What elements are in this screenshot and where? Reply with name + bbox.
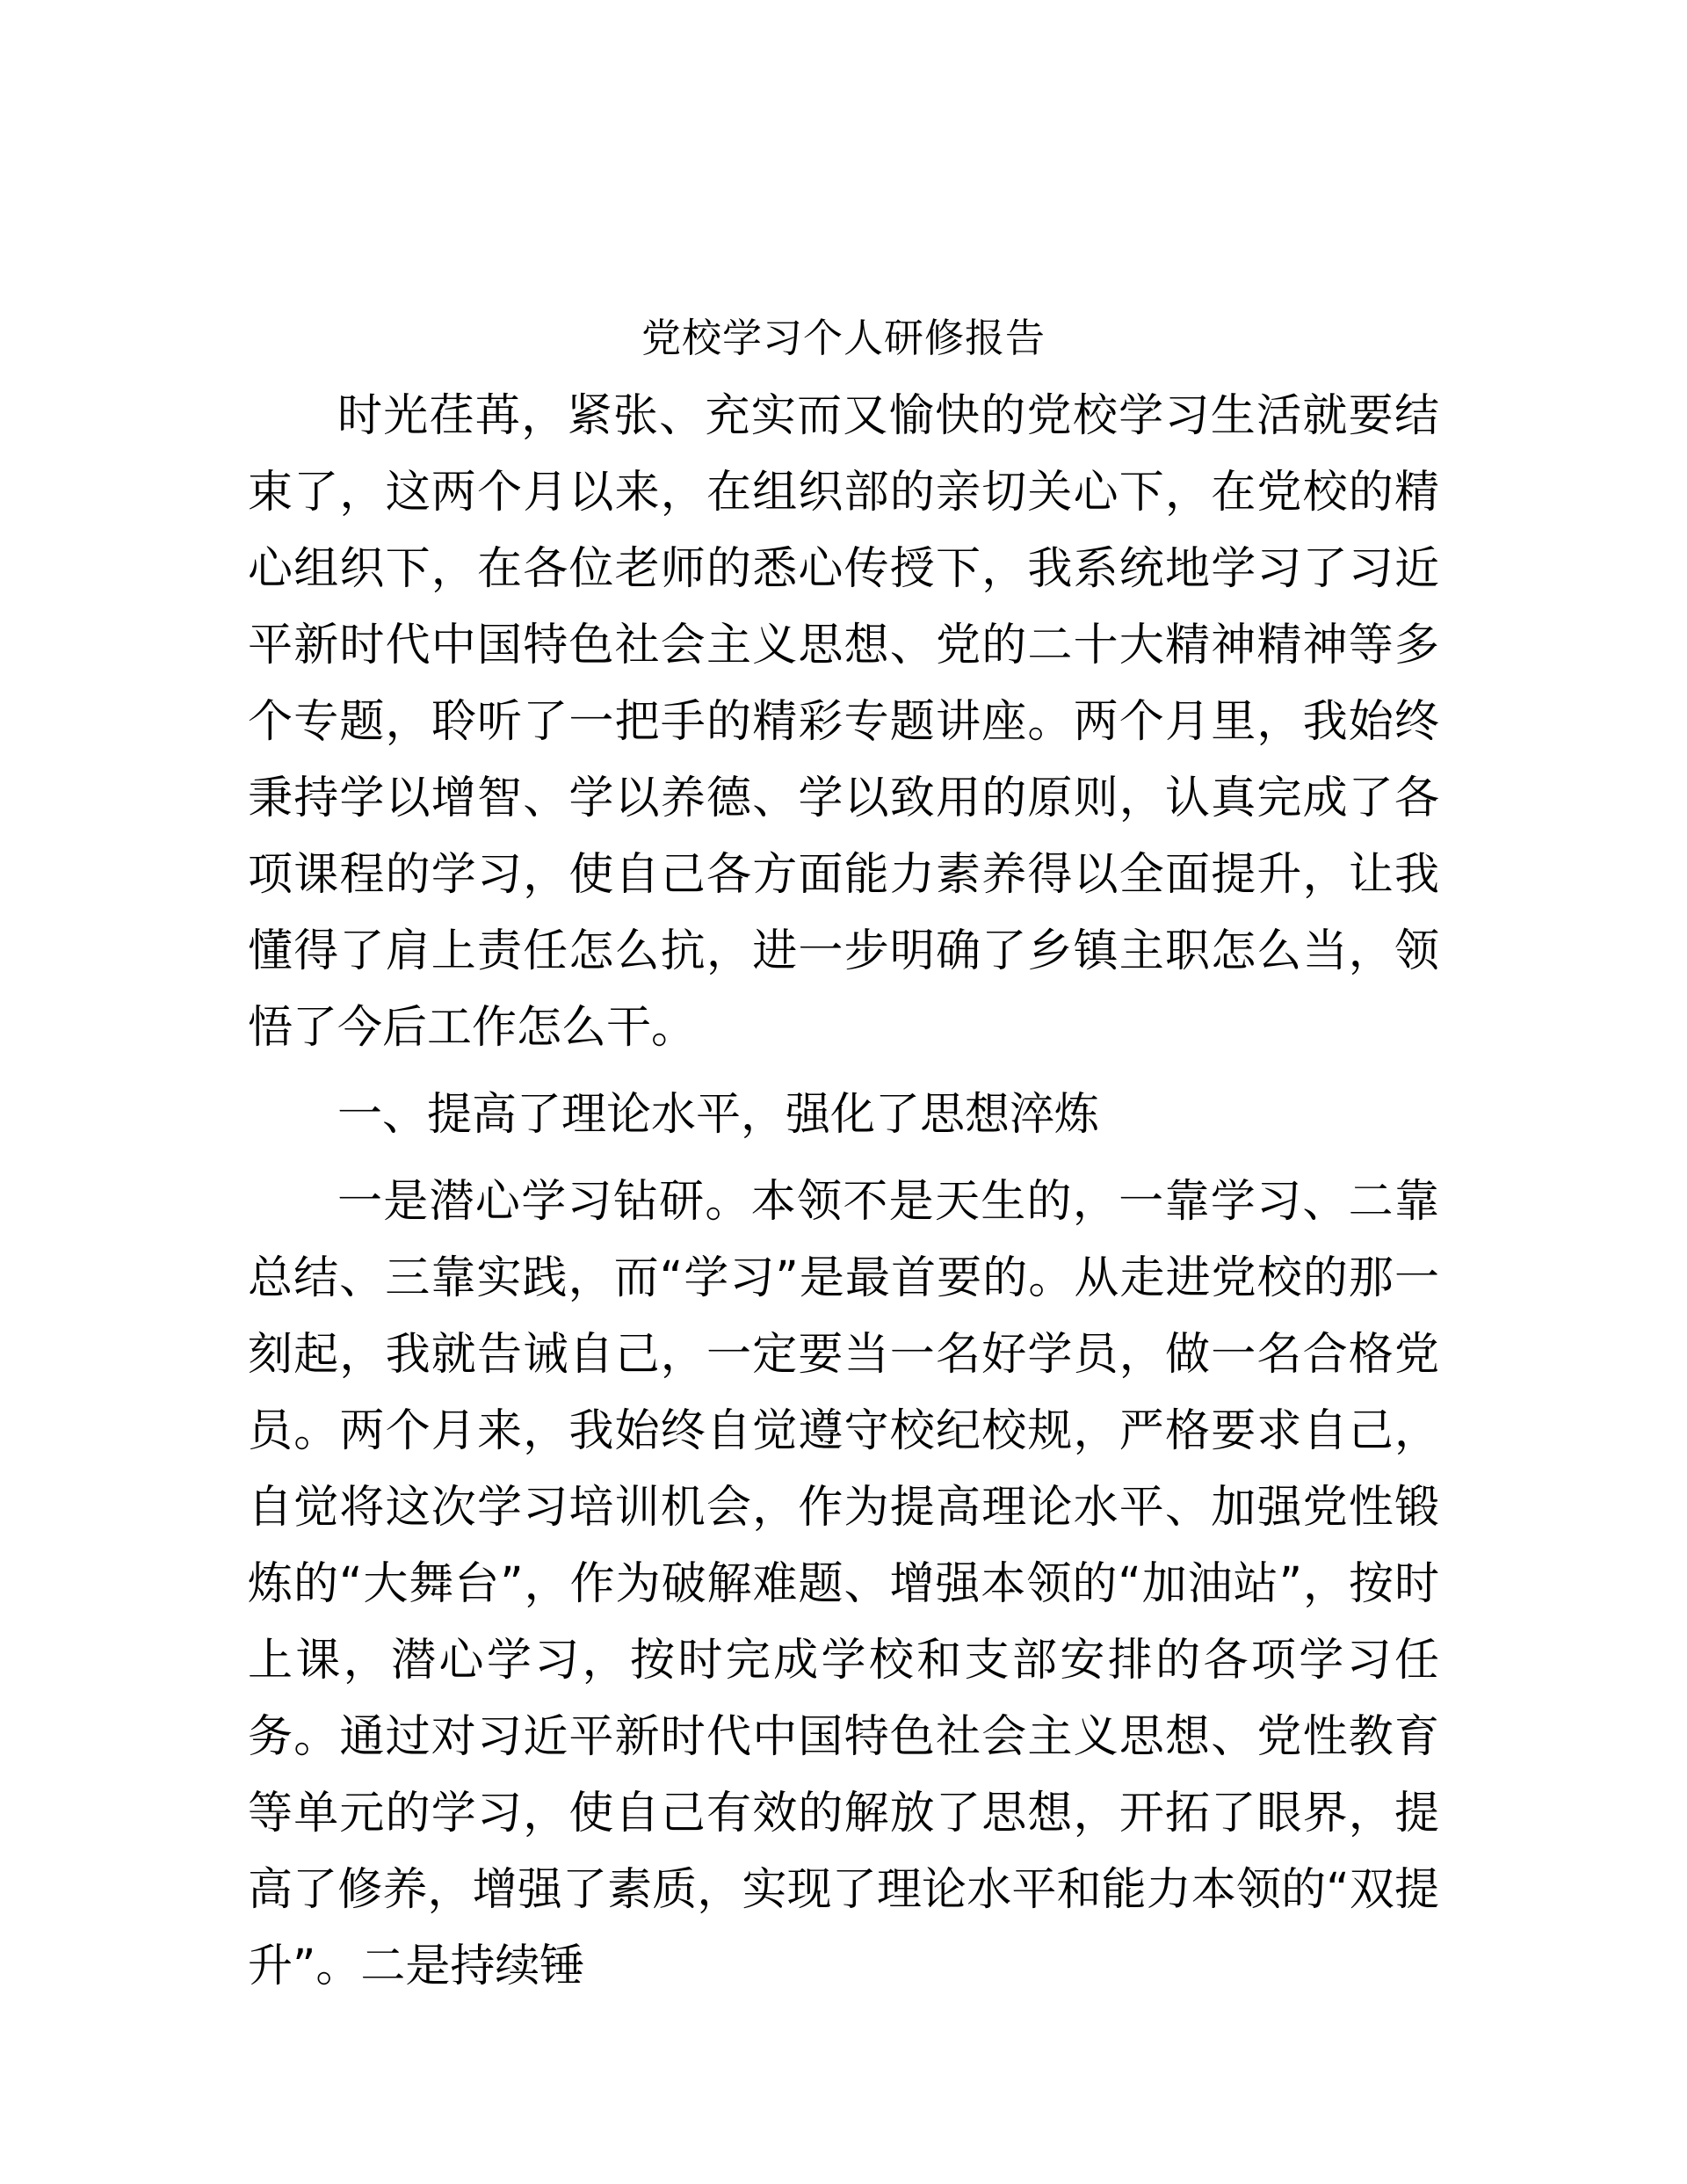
- section-paragraph: 一是潜心学习钻研。本领不是天生的，一靠学习、二靠总结、三靠实践，而“学习”是最首要的。从走进党校的那一刻起，我就告诫自己，一定要当一名好学员，做一名合格党员。两个月来，我始终自觉遵守校纪校规，严格要求自己，自觉将这次学习培训机会，作为提高理论水平、加强党性锻炼的“大舞台”，作为破解难题、增强本领的“加油站”，按时上课，潜心学习，按时完成学校和支部安排的各项学习任务。通过对习近平新时代中国特色社会主义思想、党性教育等单元的学习，使自己有效的解放了思想，开拓了眼界，提高了修养，增强了素质，实现了理论水平和能力本领的“双提升”。二是持续锤: [248, 1176, 1439, 1992]
- document-page: [248, 308, 1439, 2005]
- section-heading: 一、提高了理论水平，强化了思想淬炼: [337, 1089, 1100, 1141]
- intro-paragraph: 时光荏苒，紧张、充实而又愉快的党校学习生活就要结束了，这两个月以来，在组织部的亲切关心下，在党校的精心组织下，在各位老师的悉心传授下，我系统地学习了习近平新时代中国特色社会主义思想、党的二十大精神精神等多个专题，聆听了一把手的精彩专题讲座。两个月里，我始终秉持学以增智、学以养德、学以致用的原则，认真完成了各项课程的学习，使自己各方面能力素养得以全面提升，让我懂得了肩上责任怎么抗，进一步明确了乡镇主职怎么当，领悟了今后工作怎么干。: [248, 390, 1439, 1054]
- document-title: 党校学习个人研修报告: [641, 315, 1046, 361]
